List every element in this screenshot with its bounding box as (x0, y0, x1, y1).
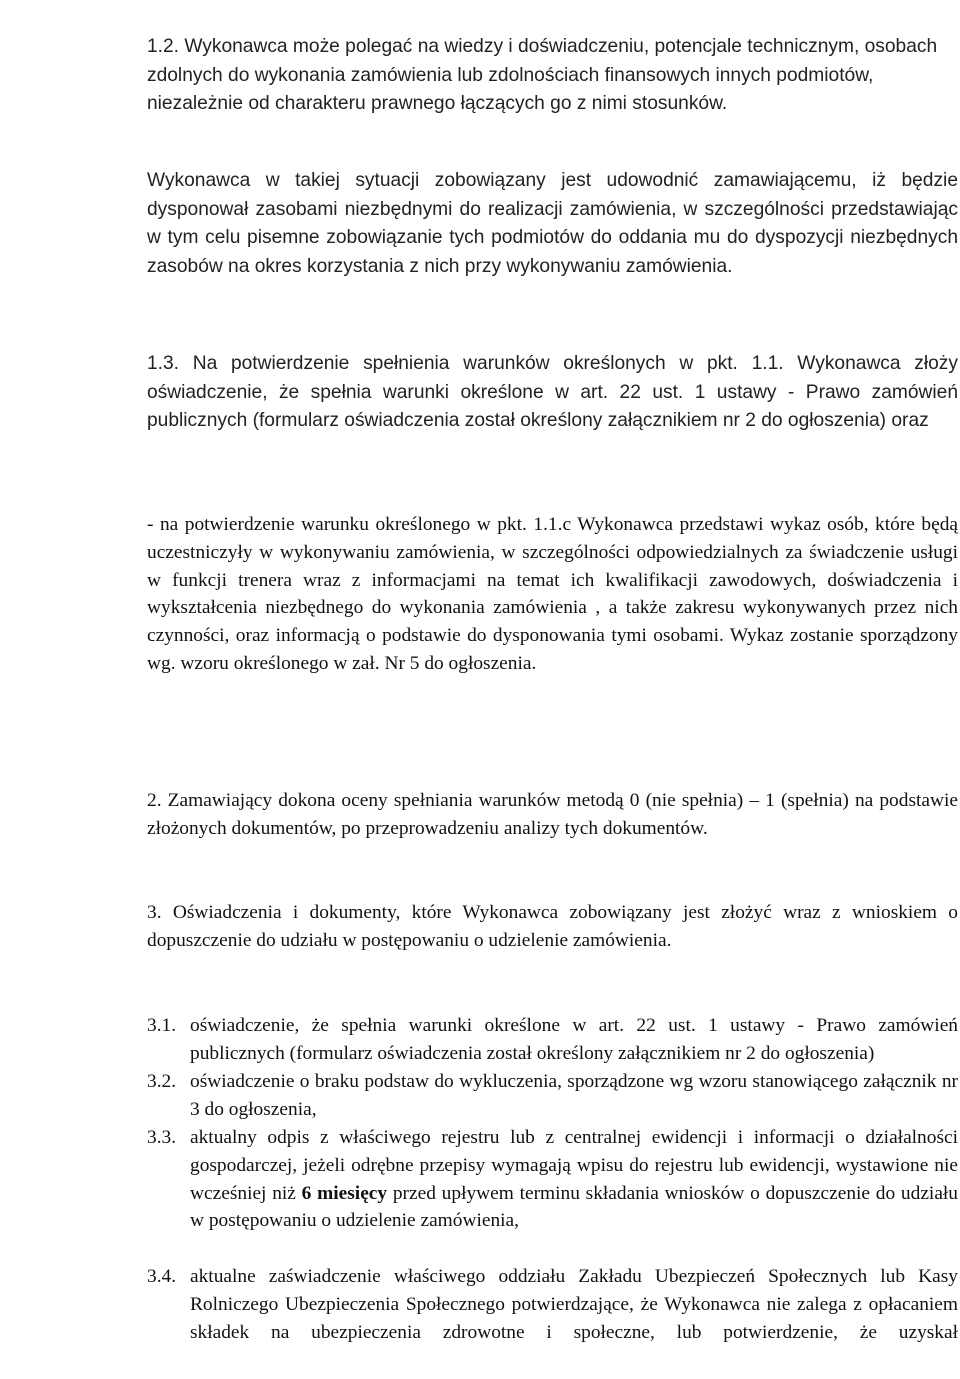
list-item-3-2 (147, 1068, 958, 1124)
list-item-text: oświadczenie, że spełnia warunki określone w art. 22 ust. 1 ustawy - Prawo zamówień publicznych (formularz oświadczenia został określony załącznikiem nr 2 do ogłoszenia) (190, 1015, 958, 1064)
list-item-number: 3.4. (147, 1266, 177, 1287)
list-item-3-4 (147, 1263, 958, 1346)
list-item-3-1 (147, 1012, 958, 1068)
list-item-text-part: przed upływem terminu składania wniosków o dopuszczenie do udziału w postępowaniu o udzielenie zamówienia, (190, 1182, 959, 1232)
paragraph-2: 2. Zamawiający dokona oceny spełniania warunków metodą 0 (nie spełnia) – 1 (spełnia) na podstawie złożonych dokumentów, po przeprowadzeniu analizy tych dokumentów. (147, 790, 958, 839)
list-item-text: oświadczenie o braku podstaw do wykluczenia, sporządzone wg wzoru stanowiącego załącznik nr 3 do ogłoszenia, (190, 1071, 958, 1120)
paragraph-1-3-list-item: - na potwierdzenie warunku określonego w pkt. 1.1.c Wykonawca przedstawi wykaz osób, które będą uczestniczyły w wykonywaniu zamówienia, w szczególności odpowiedzialnych za świadczenie usługi w funkcji trenera wraz z informacjami na temat ich kwalifikacji zawodowych, doświadczenia i wykształcenia niezbędnego do wykonania zamówienia , a także zakresu wykonywanych przez nich czynności, oraz informacją o podstawie do dysponowania tymi osobami. Wykaz zostanie sporządzony wg. wzoru określonego w zał. Nr 5 do ogłoszenia. (147, 514, 958, 674)
list-item-number: 3.2. (147, 1071, 177, 1092)
list-item-text (190, 1124, 958, 1235)
paragraph-3: 3. Oświadczenia i dokumenty, które Wykonawca zobowiązany jest złożyć wraz z wnioskiem o dopuszczenie do udziału w postępowaniu o udzielenie zamówienia. (147, 902, 958, 951)
list-item-3-3 (147, 1124, 958, 1235)
list-item-number: 3.3. (147, 1127, 177, 1148)
paragraph-1-2-continuation: Wykonawca w takiej sytuacji zobowiązany jest udowodnić zamawiającemu, iż będzie dysponował zasobami niezbędnymi do realizacji zamówienia, w szczególności przedstawiając w tym celu pisemne zobowiązanie tych podmiotów do oddania mu do dyspozycji niezbędnych zasobów na okres korzystania z nich przy wykonywaniu zamówienia. (147, 170, 958, 277)
paragraph-1-2: 1.2. Wykonawca może polegać na wiedzy i doświadczeniu, potencjale technicznym, osobach zdolnych do wykonania zamówienia lub zdolnościach finansowych innych podmiotów, niezależnie od charakteru prawnego łączących go z nimi stosunków. (147, 36, 938, 114)
list-item-text-part: aktualny odpis z właściwego rejestru lub z centralnej ewidencji i informacji o działalności gospodarczej, jeżeli odrębne przepisy wymagają wpisu do rejestru lub ewidencji, wystawione nie wcześniej niż (190, 1127, 958, 1204)
list-item-text: aktualne zaświadczenie właściwego oddziału Zakładu Ubezpieczeń Społecznych lub Kasy Rolniczego Ubezpieczenia Społecznego potwierdzające, że Wykonawca nie zalega z opłacaniem składek na ubezpieczenia zdrowotne i społeczne, lub potwierdzenie, że uzyskał (190, 1266, 958, 1343)
paragraph-1-3: 1.3. Na potwierdzenie spełnienia warunków określonych w pkt. 1.1. Wykonawca złoży oświadczenie, że spełnia warunki określone w art. 22 ust. 1 ustawy - Prawo zamówień publicznych (formularz oświadczenia został określony załącznikiem nr 2 do ogłoszenia) oraz (147, 353, 958, 431)
list-item-number: 3.1. (147, 1015, 177, 1036)
emphasis-bold: 6 miesięcy (301, 1182, 388, 1204)
